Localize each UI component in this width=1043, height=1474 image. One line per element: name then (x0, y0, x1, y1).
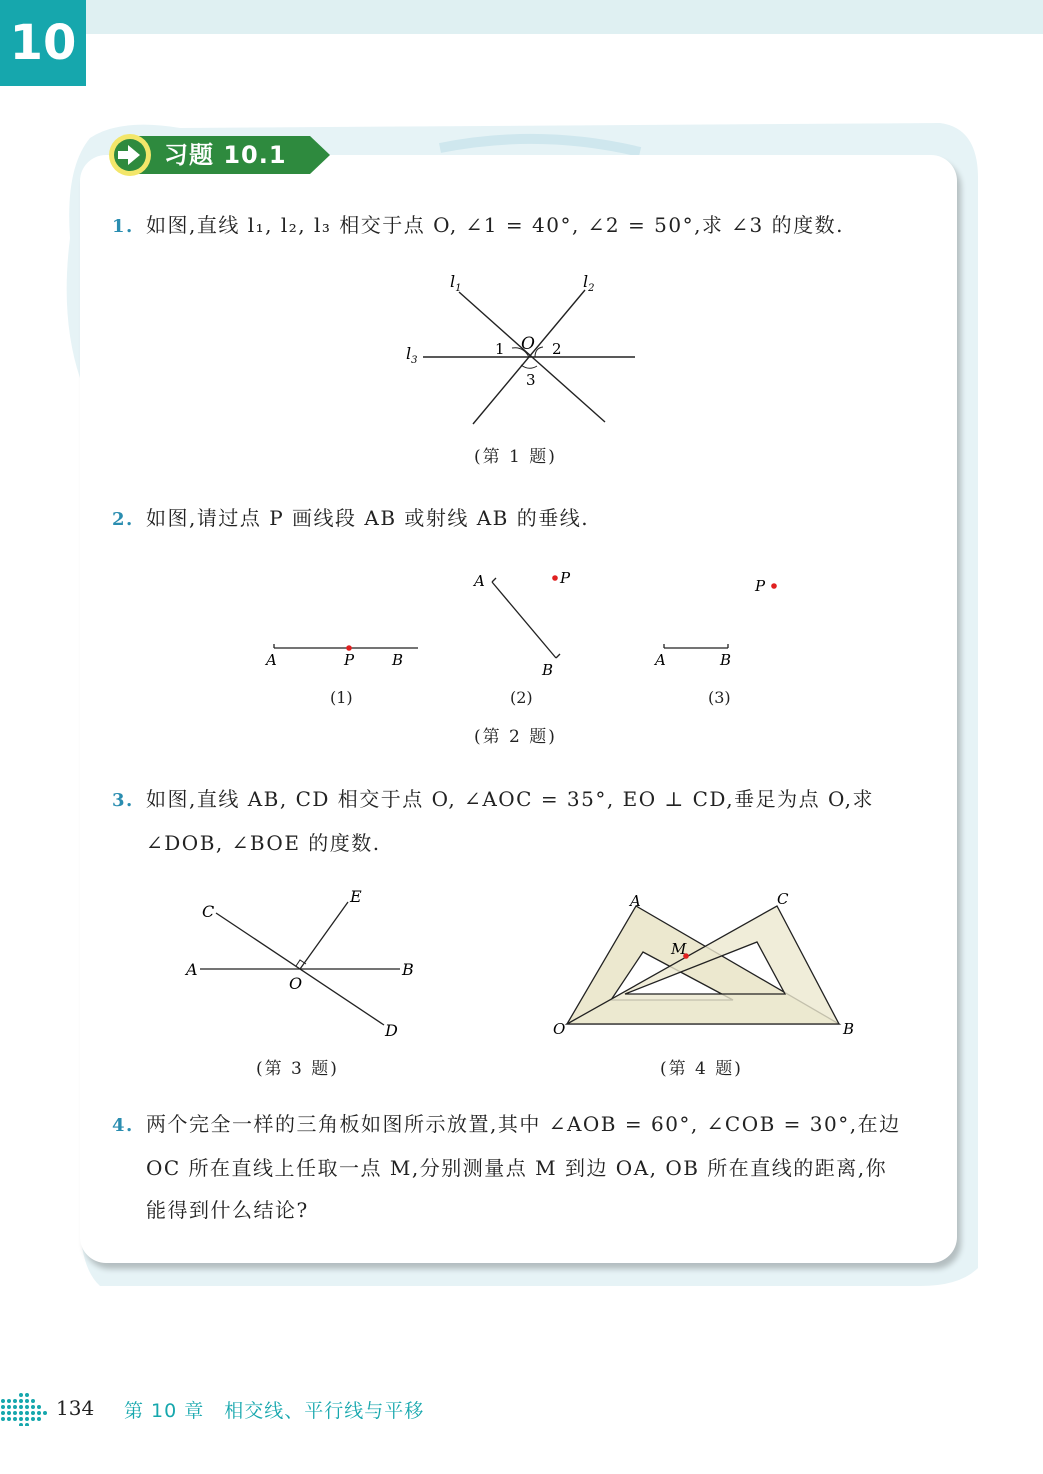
figure-2-caption: (第 2 题) (474, 727, 557, 747)
svg-text:B: B (720, 651, 732, 669)
label-l1: $l_1$ (450, 272, 462, 294)
figure-4 (545, 884, 865, 1044)
question-text: 如图,请过点 P 画线段 AB 或射线 AB 的垂线. (146, 506, 590, 530)
question-number: 2. (112, 509, 134, 530)
svg-text:E: E (350, 887, 362, 906)
question-text-line-1: 两个完全一样的三角板如图所示放置,其中 ∠AOB = 60°, ∠COB = 30°,在边 (146, 1112, 901, 1136)
svg-text:D: D (385, 1021, 398, 1040)
svg-text:C: C (202, 902, 215, 921)
question-4 (112, 1103, 932, 1231)
ray-ab (492, 582, 556, 658)
point-p (346, 645, 352, 651)
footer-dots-icon (0, 1392, 50, 1426)
question-text-line-2: ∠DOB, ∠BOE 的度数. (146, 831, 381, 855)
angle-1-label: 1 (495, 340, 505, 358)
point-p (552, 575, 558, 581)
figure-2-sub-3-caption: (3) (708, 688, 731, 707)
exercise-title: 习题 10.1 (164, 141, 287, 169)
figure-3 (180, 880, 420, 1044)
angle-3-label: 3 (526, 371, 536, 389)
question-3 (112, 778, 932, 864)
svg-text:O: O (289, 974, 303, 993)
chapter-number-tab: 10 (0, 0, 86, 86)
chapter-label: 第 10 章 相交线、平行线与平移 (124, 1400, 425, 1422)
svg-text:P: P (344, 651, 355, 669)
question-text-line-2: OC 所在直线上任取一点 M,分别测量点 M 到边 OA, OB 所在直线的距离,你 (146, 1156, 888, 1180)
figure-3-caption: (第 3 题) (256, 1059, 339, 1079)
figure-2-part-2 (472, 569, 571, 679)
svg-text:P: P (560, 569, 571, 587)
question-number: 3. (112, 790, 134, 811)
angle-2-label: 2 (552, 340, 562, 358)
svg-text:B: B (542, 661, 554, 679)
svg-text:M: M (671, 940, 687, 958)
label-o: O (521, 334, 535, 354)
question-text-line-3: 能得到什么结论? (146, 1198, 309, 1222)
page-number: 134 (56, 1396, 95, 1420)
svg-text:O: O (553, 1020, 566, 1038)
svg-text:B: B (392, 651, 404, 669)
question-1 (112, 204, 844, 248)
figure-2-part-1 (264, 644, 418, 669)
figure-2-part-3 (653, 577, 777, 669)
figure-1-caption: (第 1 题) (474, 447, 557, 467)
figure-2-sub-1-caption: (1) (330, 688, 353, 707)
figure-1 (395, 268, 645, 428)
label-l2: $l_2$ (583, 272, 595, 294)
question-text: 如图,直线 l₁, l₂, l₃ 相交于点 O, ∠1 = 40°, ∠2 = 50°,求 ∠3 的度数. (146, 213, 844, 237)
svg-text:B: B (843, 1020, 855, 1038)
question-text-line-1: 如图,直线 AB, CD 相交于点 O, ∠AOC = 35°, EO ⊥ CD,垂足为点 O,求 (146, 787, 875, 811)
svg-text:A: A (630, 892, 641, 910)
svg-text:A: A (186, 960, 198, 979)
svg-text:A: A (474, 572, 485, 590)
label-l3: $l_3$ (406, 344, 418, 366)
figure-2 (260, 566, 790, 690)
svg-text:C: C (777, 890, 789, 908)
point-p (771, 583, 777, 589)
svg-text:A: A (266, 651, 277, 669)
figure-4-caption: (第 4 题) (660, 1059, 743, 1079)
svg-text:P: P (755, 577, 766, 595)
top-header-band (0, 0, 1043, 34)
question-number: 1. (112, 216, 134, 237)
figure-2-sub-2-caption: (2) (510, 688, 533, 707)
svg-text:B: B (402, 960, 414, 979)
question-number: 4. (112, 1115, 134, 1136)
question-2 (112, 497, 589, 541)
ray-oe (300, 902, 348, 969)
svg-text:A: A (655, 651, 666, 669)
